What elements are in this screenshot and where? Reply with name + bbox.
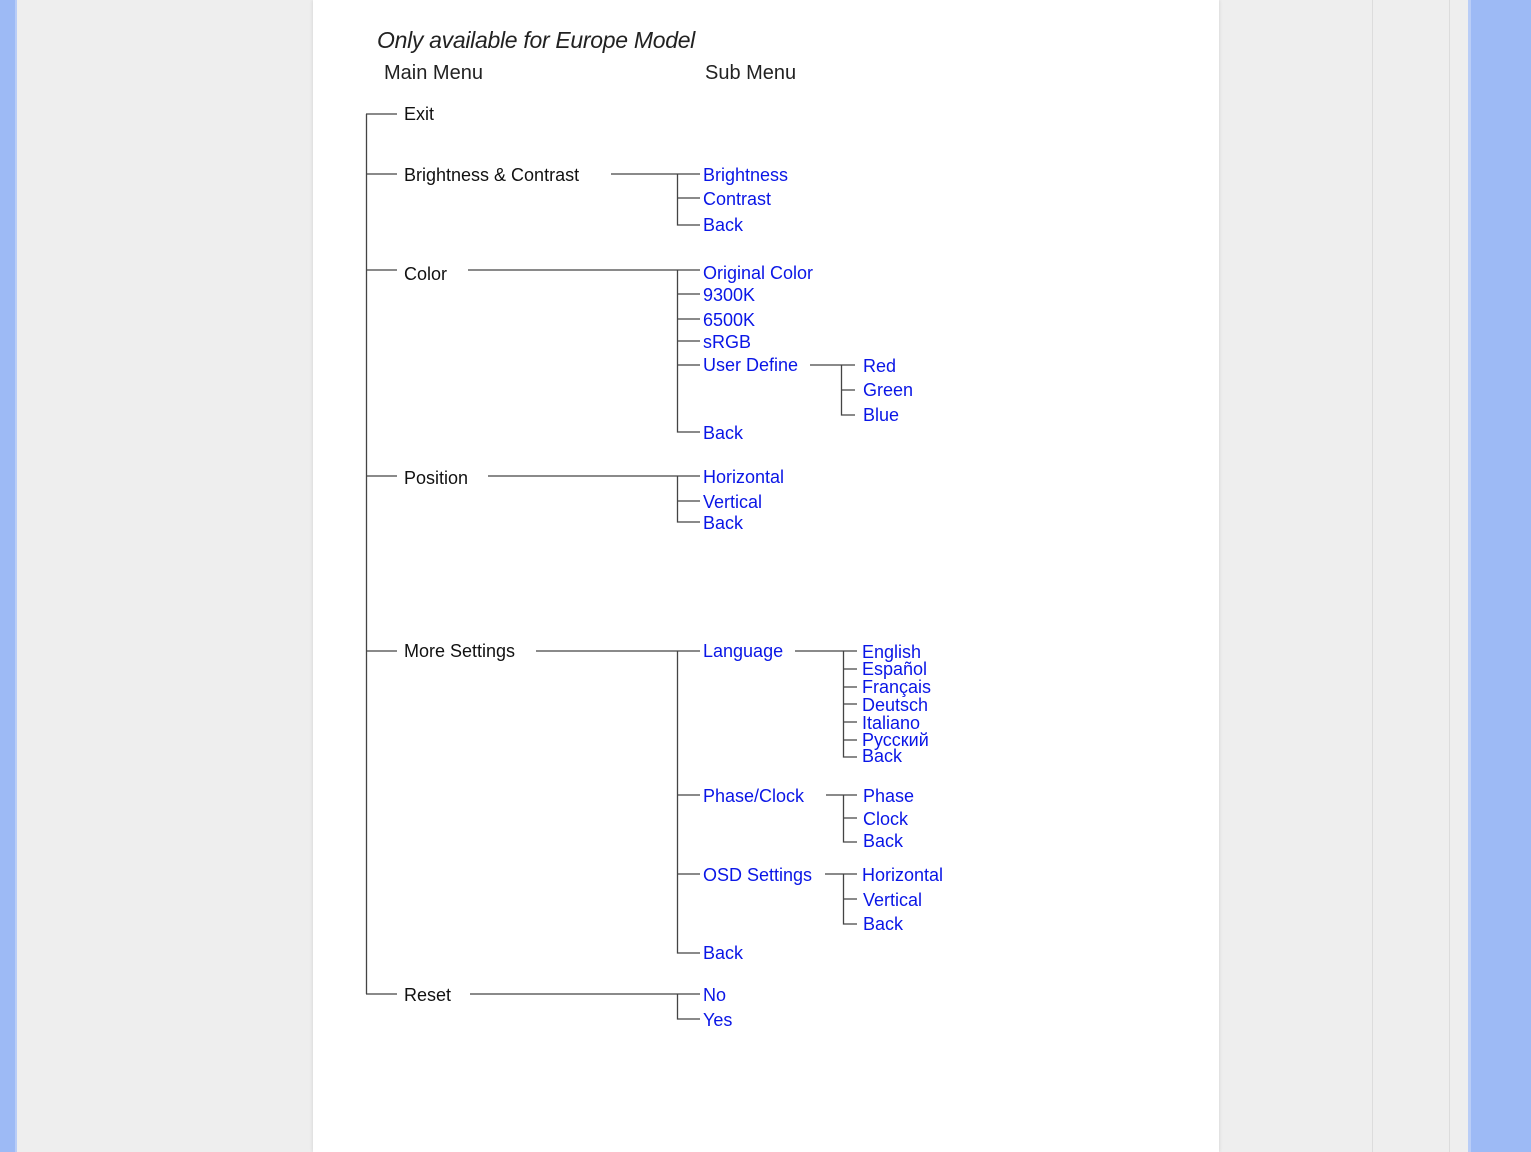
sub-language: Language bbox=[703, 641, 784, 661]
user-define-blue: Blue bbox=[863, 405, 900, 425]
osd-back: Back bbox=[863, 914, 904, 934]
main-menu-reset: Reset bbox=[404, 985, 452, 1005]
language-option: Back bbox=[862, 746, 903, 766]
language-option: Русский bbox=[862, 730, 929, 750]
osd-vertical: Vertical bbox=[863, 890, 923, 910]
phase-clock-phase: Phase bbox=[863, 786, 915, 806]
sub-color-back: Back bbox=[703, 423, 744, 443]
sub-9300k: 9300K bbox=[703, 285, 756, 305]
sub-menu-header: Sub Menu bbox=[705, 62, 797, 84]
language-option: English bbox=[862, 642, 922, 662]
sub-position-back: Back bbox=[703, 513, 744, 533]
main-menu-header: Main Menu bbox=[384, 62, 483, 84]
language-option: Deutsch bbox=[862, 695, 929, 715]
language-option: Italiano bbox=[862, 713, 921, 733]
diagram-caption: Only available for Europe Model bbox=[377, 27, 695, 53]
sub-srgb: sRGB bbox=[703, 332, 752, 352]
phase-clock-clock: Clock bbox=[863, 809, 909, 829]
main-menu-color: Color bbox=[404, 264, 448, 284]
user-define-green: Green bbox=[863, 380, 914, 400]
main-menu-brightness-contrast: Brightness & Contrast bbox=[404, 165, 580, 185]
sub-phase-clock: Phase/Clock bbox=[703, 786, 805, 806]
phase-clock-back: Back bbox=[863, 831, 904, 851]
sub-position-horizontal: Horizontal bbox=[703, 467, 785, 487]
language-option: Français bbox=[862, 677, 932, 697]
language-option: Español bbox=[862, 659, 928, 679]
sub-more-back: Back bbox=[703, 943, 744, 963]
sub-6500k: 6500K bbox=[703, 310, 756, 330]
sub-brightness: Brightness bbox=[703, 165, 789, 185]
osd-horizontal: Horizontal bbox=[862, 865, 944, 885]
reset-yes: Yes bbox=[703, 1010, 733, 1030]
sub-user-define: User Define bbox=[703, 355, 799, 375]
reset-no: No bbox=[703, 985, 727, 1005]
user-define-red: Red bbox=[863, 356, 897, 376]
sub-position-vertical: Vertical bbox=[703, 492, 763, 512]
main-menu-more-settings: More Settings bbox=[404, 641, 516, 661]
sub-osd-settings: OSD Settings bbox=[703, 865, 813, 885]
sub-original-color: Original Color bbox=[703, 263, 814, 283]
sub-bc-back: Back bbox=[703, 215, 744, 235]
main-menu-exit: Exit bbox=[404, 104, 435, 124]
sub-contrast: Contrast bbox=[703, 189, 772, 209]
main-menu-position: Position bbox=[404, 468, 469, 488]
